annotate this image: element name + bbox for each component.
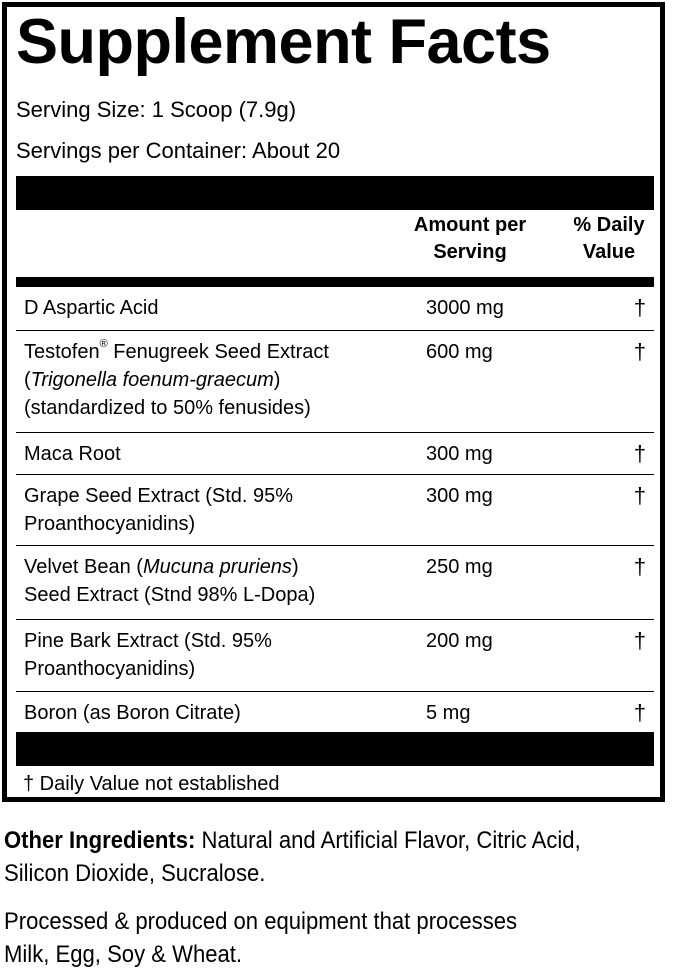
footnote: † Daily Value not established <box>23 773 280 795</box>
ingredient-dv: † <box>633 700 646 725</box>
daily-value-column-header <box>556 212 662 266</box>
ingredient-row <box>16 546 654 618</box>
ingredient-name: Testofen® Fenugreek Seed Extract (Trigonella foenum-graecum) (standardized to 50% fenusides) <box>24 338 329 419</box>
ingredient-amount: 3000 mg <box>426 297 504 319</box>
ingredient-amount: 300 mg <box>426 443 493 465</box>
allergen-statement: Processed & produced on equipment that processes Milk, Egg, Soy & Wheat. <box>4 908 518 968</box>
thick-divider-top <box>16 176 654 210</box>
ingredient-amount: 300 mg <box>426 485 493 507</box>
ingredient-name: Boron (as Boron Citrate) <box>24 702 241 724</box>
ingredient-row <box>16 433 654 473</box>
ingredient-amount: 250 mg <box>426 556 493 578</box>
ingredient-dv: † <box>633 295 646 320</box>
dv-header-line2: Value <box>582 241 636 263</box>
serving-size: Serving Size: 1 Scoop (7.9g) <box>16 97 297 122</box>
thick-divider-header <box>16 277 654 287</box>
ingredient-row <box>16 287 654 330</box>
ingredient-amount: 600 mg <box>426 341 493 363</box>
other-ingredients: Other Ingredients: Natural and Artificial Flavor, Citric Acid, Silicon Dioxide, Sucralose. <box>4 827 581 887</box>
ingredient-amount: 200 mg <box>426 630 493 652</box>
dv-header-line1: % Daily <box>573 214 645 236</box>
ingredient-name: Maca Root <box>24 443 121 465</box>
ingredient-row <box>16 692 654 732</box>
amount-header-line2: Serving <box>433 241 507 263</box>
amount-header-line1: Amount per <box>413 214 527 236</box>
ingredient-name: Pine Bark Extract (Std. 95% Proanthocyanidins) <box>24 630 272 680</box>
ingredient-dv: † <box>633 441 646 466</box>
panel-title: Supplement Facts <box>16 7 551 77</box>
ingredient-amount: 5 mg <box>426 702 471 724</box>
ingredient-row <box>16 331 654 431</box>
thick-divider-bottom <box>16 732 654 766</box>
ingredient-dv: † <box>633 628 646 653</box>
servings-per-container: Servings per Container: About 20 <box>16 138 341 163</box>
other-ingredients-label: Other Ingredients: <box>4 827 196 854</box>
ingredient-name: Grape Seed Extract (Std. 95% Proanthocyanidins) <box>24 485 294 535</box>
ingredient-name: D Aspartic Acid <box>24 297 159 319</box>
ingredient-name: Velvet Bean (Mucuna pruriens) Seed Extract (Stnd 98% L-Dopa) <box>24 556 316 606</box>
ingredient-dv: † <box>633 554 646 579</box>
ingredient-dv: † <box>633 339 646 364</box>
amount-column-header <box>400 212 540 266</box>
ingredient-row <box>16 475 654 544</box>
ingredient-row <box>16 620 654 690</box>
ingredient-dv: † <box>633 483 646 508</box>
